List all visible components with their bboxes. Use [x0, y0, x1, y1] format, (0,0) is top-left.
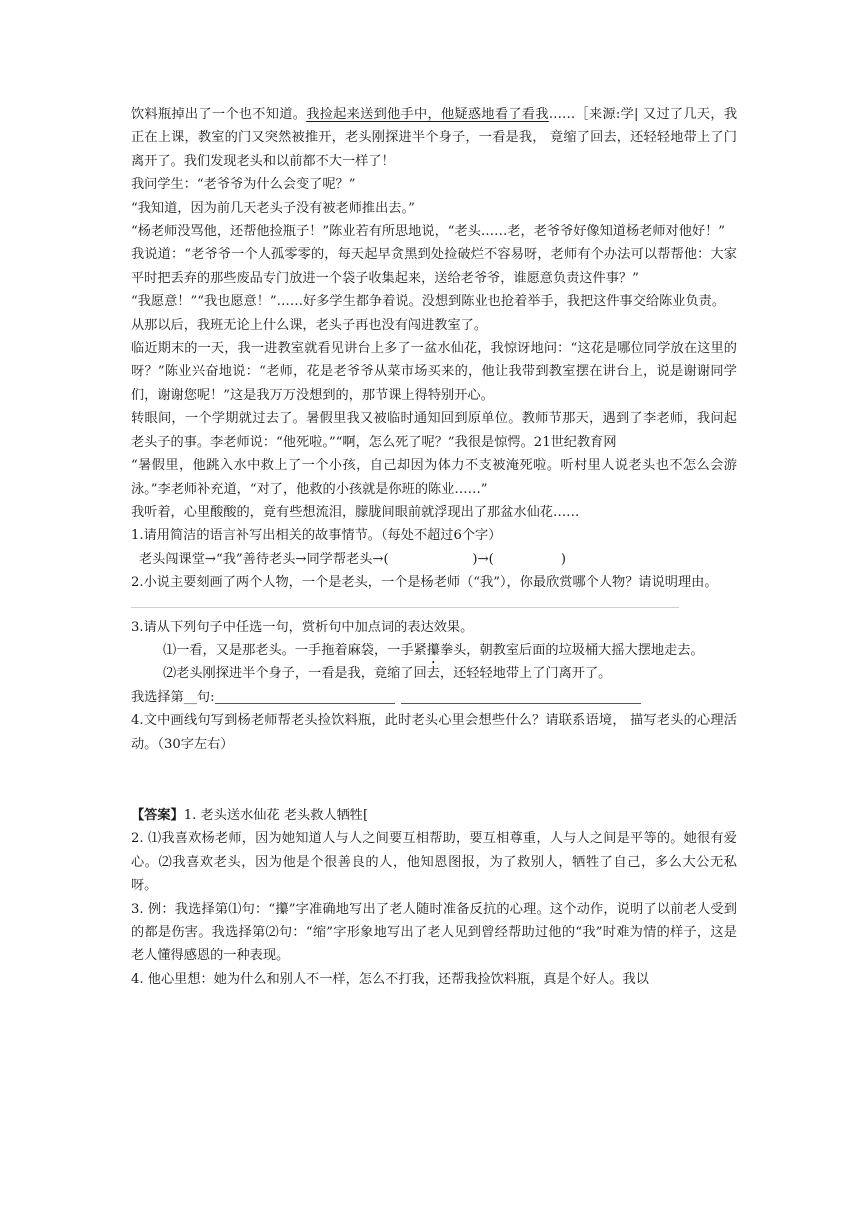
story-text: ……［来源:学| 又过了几天，我正在上课，教室的门又突然被推开，老头刚探进半个身子，一看是我， 竟缩了回去，还轻轻地带上了门离开了。我们发现老头和以前都不大一样了！ [131, 107, 738, 169]
answer-1 [131, 804, 737, 827]
story-paragraph-9: 转眼间，一个学期就过去了。暑假里我又被临时通知回到原单位。教师节那天，遇到了李老师，我问起老头子的事。李老师说：“他死啦。”“啊，怎么死了呢？”我很是惊愕。21世纪教育网 [131, 411, 737, 450]
story-paragraph-2: 我问学生：“老爷爷为什么会变了呢？” [131, 177, 356, 193]
question-1: 1.请用简洁的语言补写出相关的故事情节。（每处不超过6个字） [131, 528, 502, 544]
story-paragraph-4: “杨老师没骂他，还帮他捡瓶子！”陈业若有所思地说，“老头……老，老爷爷好像知道杨老师对他好！” [131, 224, 726, 240]
choice-blank-2[interactable] [401, 689, 641, 704]
choice-blank-1[interactable] [215, 689, 395, 704]
question-3-sentence-2: ⑵老头刚探进半个身子，一看是我，竟缩了回去，还轻轻地带上了门离开了。 [163, 666, 612, 682]
answer-2: 2. ⑴我喜欢杨老师，因为她知道人与人之间要互相帮助，要互相尊重，人与人之间是平等的。她很有爱心。⑵我喜欢老头，因为他是个很善良的人，他知恩图报，为了救别人，牺牲了自己，多么大公无私呀。 [131, 831, 737, 894]
story-paragraph-10: “暑假里，他跳入水中救上了一个小孩，自己却因为体力不支被淹死啦。听村里人说老头也不怎么会游泳。”李老师补充道，“对了，他救的小孩就是你班的陈业……” [131, 458, 737, 497]
question-4: 4.文中画线句写到杨老师帮老头捡饮料瓶，此时老头心里会想些什么？请联系语境， 描写老头的心理活动。（30字左右） [131, 713, 737, 752]
answer-label: 【答案】 [131, 807, 184, 823]
answer-line[interactable] [131, 595, 679, 608]
spacer [131, 756, 737, 804]
question-3-choice-line [131, 686, 737, 709]
story-paragraph-3: “我知道，因为前几天老头子没有被老师推出去。” [131, 200, 415, 216]
sentence-text: 拳头，朝教室后面的垃圾桶大摇大摆地走去。 [439, 642, 704, 658]
story-paragraph-1 [131, 103, 737, 173]
question-3-sentence-1 [131, 639, 737, 662]
choice-label: 我选择第__句: [131, 689, 215, 705]
question-1-plot-chain: 老头闯课堂→“我”善待老头→同学帮老头→( )→( ) [139, 551, 566, 567]
story-paragraph-6: “我愿意！”“我也愿意！”……好多学生都争着说。没想到陈业也抢着举手，我把这件事交给陈业负责。 [131, 294, 726, 310]
dotted-word: 攥 [426, 642, 440, 658]
answer-4: 4. 他心里想：她为什么和别人不一样，怎么不打我，还帮我捡饮料瓶，真是个好人。我以 [131, 971, 649, 987]
story-paragraph-7: 从那以后，我班无论上什么课，老头子再也没有闯进教室了。 [131, 317, 488, 333]
story-paragraph-8: 临近期末的一天，我一进教室就看见讲台上多了一盆水仙花，我惊讶地问：“这花是哪位同学放在这里的呀？”陈业兴奋地说：“老师，花是老爷爷从菜市场买来的，他让我带到教室摆在讲台上，说是谢谢同学们，谢谢您呢！”这是我万万没想到的，那节课上得特别开心。 [131, 341, 737, 403]
answer-text: 1. 老头送水仙花 老头救人牺牲[ [183, 807, 369, 823]
sentence-text: ⑴一看，又是那老头。一手拖着麻袋，一手紧 [163, 642, 427, 658]
document-body [131, 103, 737, 991]
underlined-sentence: 我捡起来送到他手中，他疑惑地看了看我 [306, 107, 549, 122]
question-3: 3.请从下列句子中任选一句，赏析句中加点词的表达效果。 [131, 619, 474, 635]
story-paragraph-5: 我说道：“老爷爷一个人孤零零的，每天起早贪黑到处捡破烂不容易呀，老师有个办法可以帮帮他：大家平时把丢弃的那些废品专门放进一个袋子收集起来，送给老爷爷，谁愿意负责这件事？” [131, 247, 737, 286]
story-paragraph-11: 我听着，心里酸酸的，竟有些想流泪，朦胧间眼前就浮现出了那盆水仙花…… [131, 504, 580, 520]
story-text: 饮料瓶掉出了一个也不知道。 [131, 107, 307, 122]
question-2: 2.小说主要刻画了两个人物，一个是老头，一个是杨老师（“我”），你最欣赏哪个人物？请说明理由。 [131, 575, 718, 591]
answer-3: 3. 例：我选择第⑴句：“攥”字准确地写出了老人随时准备反抗的心理。这个动作，说明了以前老人受到的都是伤害。我选择第⑵句：“缩”字形象地写出了老人见到曾经帮助过他的“我”时难为情的样子，这是老人懂得感恩的一种表现。 [131, 901, 737, 964]
